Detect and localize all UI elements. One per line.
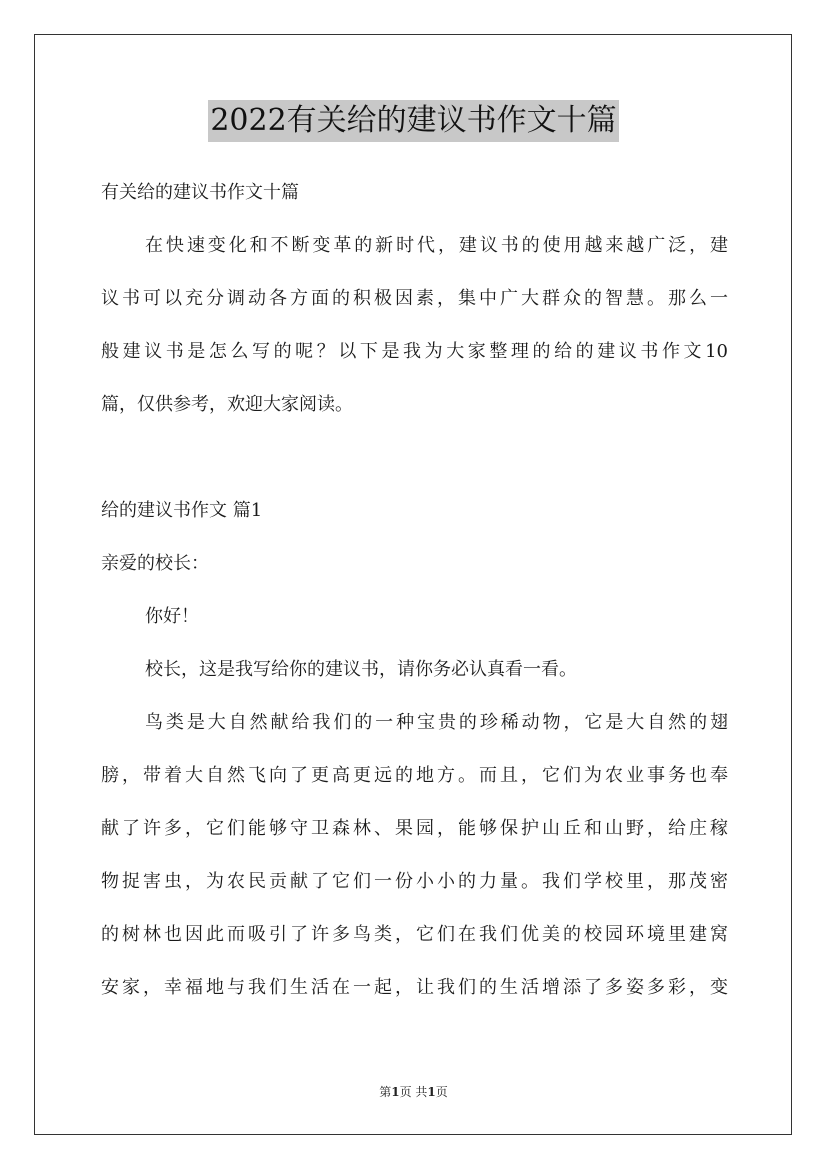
greeting: 你好！ bbox=[145, 606, 199, 627]
paragraph-line: 安家，幸福地与我们生活在一起，让我们的生活增添了多姿多彩，变 bbox=[101, 977, 728, 998]
footer-prefix: 第 bbox=[379, 1085, 392, 1099]
document-body bbox=[101, 165, 728, 1013]
document-title: 2022有关给的建议书作文十篇 bbox=[208, 100, 618, 142]
paragraph-gap bbox=[101, 430, 728, 483]
paragraph-line: 鸟类是大自然献给我们的一种宝贵的珍稀动物，它是大自然的翅 bbox=[145, 712, 728, 733]
paragraph-line: 膀，带着大自然飞向了更高更远的地方。而且，它们为农业事务也奉 bbox=[101, 765, 728, 786]
salutation: 亲爱的校长： bbox=[101, 553, 209, 574]
footer-page-number: 1 bbox=[391, 1085, 400, 1099]
paragraph-line: 献了许多，它们能够守卫森林、果园，能够保护山丘和山野，给庄稼 bbox=[101, 818, 728, 839]
document-subtitle: 有关给的建议书作文十篇 bbox=[101, 182, 299, 203]
page-footer bbox=[0, 1083, 827, 1100]
footer-page-total: 1 bbox=[427, 1085, 436, 1099]
intro-line: 议书可以充分调动各方面的积极因素，集中广大群众的智慧。那么一 bbox=[101, 288, 728, 309]
paragraph-line: 物捉害虫，为农民贡献了它们一份小小的力量。我们学校里，那茂密 bbox=[101, 871, 728, 892]
paragraph-line: 校长，这是我写给你的建议书，请你务必认真看一看。 bbox=[145, 659, 577, 680]
section-heading: 给的建议书作文 篇1 bbox=[101, 500, 263, 521]
intro-line: 篇，仅供参考，欢迎大家阅读。 bbox=[101, 394, 353, 415]
intro-line: 般建议书是怎么写的呢？以下是我为大家整理的给的建议书作文10 bbox=[101, 341, 728, 362]
paragraph-line: 的树林也因此而吸引了许多鸟类，它们在我们优美的校园环境里建窝 bbox=[101, 924, 728, 945]
title-container bbox=[0, 100, 827, 142]
footer-mid: 页 共 bbox=[399, 1085, 428, 1099]
footer-suffix: 页 bbox=[435, 1085, 448, 1099]
intro-line: 在快速变化和不断变革的新时代，建议书的使用越来越广泛，建 bbox=[145, 235, 728, 256]
